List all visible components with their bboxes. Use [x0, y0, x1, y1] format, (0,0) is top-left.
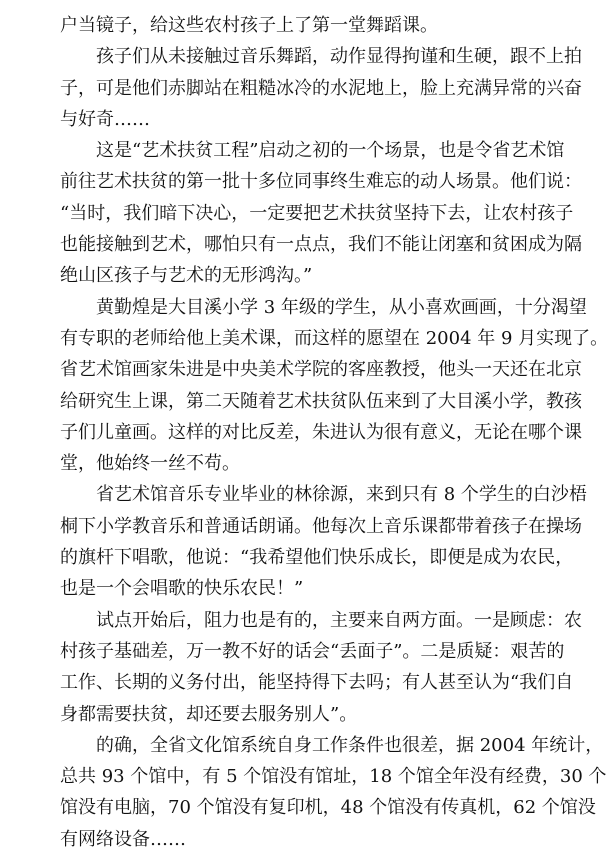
text-line: 有网络设备…… [60, 828, 186, 850]
text-line: 试点开始后，阻力也是有的，主要来自两方面。一是顾虑：农 [96, 609, 582, 631]
text-line: 省艺术馆音乐专业毕业的林徐源，来到只有 8 个学生的白沙梧 [96, 484, 587, 506]
text-line: 与好奇…… [60, 108, 150, 130]
text-line: 孩子们从未接触过音乐舞蹈，动作显得拘谨和生硬，跟不上拍 [96, 46, 582, 68]
text-line: 省艺术馆画家朱进是中央美术学院的客座教授，他头一天还在北京 [60, 359, 582, 381]
text-line: 也能接触到艺术，哪怕只有一点点，我们不能让闭塞和贫困成为隔 [60, 234, 582, 256]
text-line: 前往艺术扶贫的第一批十多位同事终生难忘的动人场景。他们说： [60, 171, 582, 193]
text-line: 馆没有电脑，70 个馆没有复印机，48 个馆没有传真机，62 个馆没 [60, 797, 596, 819]
text-line: 子们儿童画。这样的对比反差，朱进认为很有意义，无论在哪个课 [60, 421, 582, 443]
text-line: 堂，他始终一丝不苟。 [60, 453, 240, 475]
text-line: 总共 93 个馆中，有 5 个馆没有馆址，18 个馆全年没有经费，30 个 [60, 766, 607, 788]
text-line: 的确，全省文化馆系统自身工作条件也很差，据 2004 年统计， [96, 734, 604, 756]
text-line: “当时，我们暗下决心，一定要把艺术扶贫坚持下去，让农村孩子 [60, 202, 574, 224]
text-line: 村孩子基础差，万一教不好的话会“丢面子”。二是质疑：艰苦的 [60, 640, 565, 662]
paragraph-2 [60, 41, 582, 135]
text-line: 给研究生上课，第二天随着艺术扶贫队伍来到了大目溪小学，教孩 [60, 390, 582, 412]
paragraph-6 [60, 605, 582, 730]
text-line: 的旗杆下唱歌，他说：“我希望他们快乐成长，即便是成为农民， [60, 547, 574, 569]
text-line: 桐下小学教音乐和普通话朗诵。他每次上音乐课都带着孩子在操场 [60, 515, 582, 537]
text-line: 身都需要扶贫，却还要去服务别人”。 [60, 703, 358, 725]
text-line: 户当镜子，给这些农村孩子上了第一堂舞蹈课。 [60, 15, 438, 36]
text-line: 工作、长期的义务付出，能坚持得下去吗；有人甚至认为“我们自 [60, 672, 574, 694]
text-line: 黄勤煌是大目溪小学 3 年级的学生，从小喜欢画画，十分渴望 [96, 296, 587, 318]
text-line: 这是“艺术扶贫工程”启动之初的一个场景，也是令省艺术馆 [96, 140, 565, 162]
paragraph-4 [60, 292, 608, 480]
text-line: 有专职的老师给他上美术课，而这样的愿望在 2004 年 9 月实现了。 [60, 327, 608, 349]
text-line: 绝山区孩子与艺术的无形鸿沟。” [60, 265, 313, 287]
paragraph-7 [60, 730, 607, 855]
paragraph-3 [60, 135, 582, 291]
text-line: 子，可是他们赤脚站在粗糙冰冷的水泥地上，脸上充满异常的兴奋 [60, 77, 582, 99]
paragraph-1 [60, 10, 552, 41]
paragraph-5 [60, 479, 587, 604]
text-line: 也是一个会唱歌的快乐农民！” [60, 578, 304, 600]
